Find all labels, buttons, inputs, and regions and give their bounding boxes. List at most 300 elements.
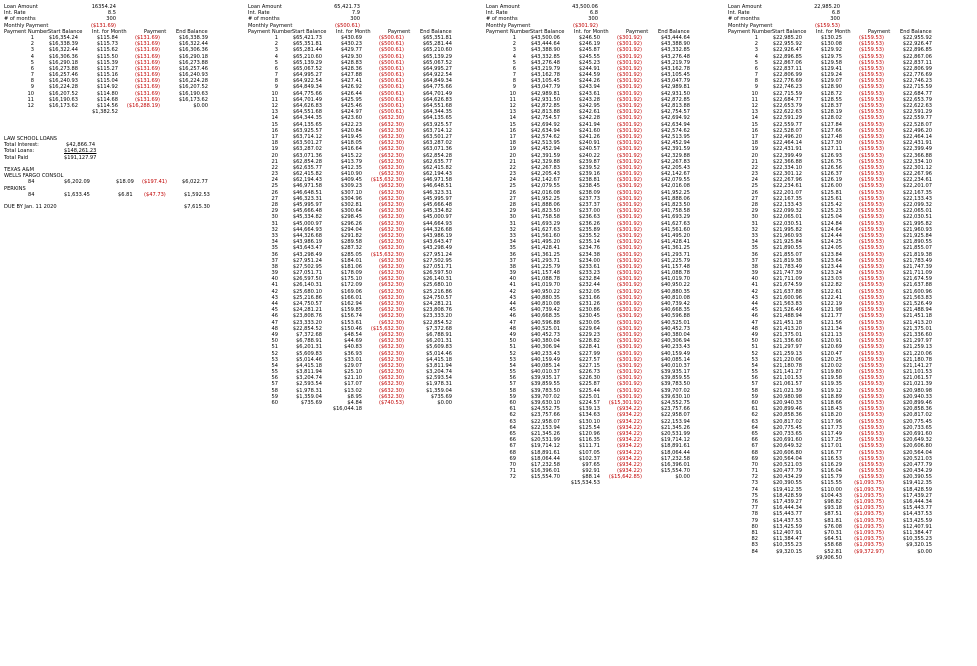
payment-number: 70 [751, 461, 758, 468]
start-balance: $21,375.01 [772, 331, 802, 338]
interest: $302.81 [340, 202, 362, 208]
end-balance: $16,273.88 [178, 59, 208, 66]
payment: ($632.30) [378, 263, 404, 270]
payment-number: 80 [751, 523, 758, 530]
payment: ($632.30) [378, 362, 404, 369]
payment-number: 33 [509, 232, 516, 239]
interest: $245.55 [578, 53, 600, 60]
payment: ($632.30) [378, 239, 404, 246]
interest: $229.23 [578, 331, 600, 338]
end-balance: $18,891.61 [660, 443, 690, 450]
payment: ($632.30) [378, 381, 404, 388]
start-balance: $22,622.63 [772, 109, 802, 116]
payment: ($301.92) [616, 115, 642, 122]
interest: $8.95 [347, 393, 362, 400]
payment-number: 27 [509, 195, 516, 202]
start-balance: $20,733.65 [772, 430, 802, 437]
end-balance: $65,351.81 [422, 34, 452, 41]
payment-number: 40 [509, 276, 516, 283]
interest: $116.35 [578, 437, 600, 444]
interest: $115.27 [96, 65, 118, 72]
payment-number: 2 [30, 41, 34, 48]
interest: $122.61 [820, 288, 842, 295]
end-balance: $20,733.65 [902, 424, 932, 431]
end-balance: $22,958.07 [660, 412, 690, 419]
start-balance: $20,521.03 [772, 461, 802, 468]
payment-number: 26 [509, 189, 516, 196]
end-balance: $21,563.83 [902, 294, 932, 301]
start-balance: $13,425.59 [772, 523, 802, 530]
payment-number: 40 [751, 276, 758, 283]
start-balance: $3,204.74 [296, 375, 322, 382]
start-balance: $64,701.49 [292, 96, 322, 103]
end-balance: $42,205.43 [660, 164, 690, 171]
payment-number: 53 [271, 356, 278, 363]
interest: $88.14 [582, 474, 600, 481]
interest: $425.46 [340, 103, 362, 109]
payment-number: 26 [271, 189, 278, 196]
start-balance: $16,306.36 [48, 53, 78, 60]
start-balance: $22,806.99 [772, 72, 802, 79]
end-balance: $13,425.59 [902, 517, 932, 524]
start-balance: $42,205.43 [530, 171, 560, 178]
interest: $107.05 [578, 449, 600, 456]
payment-number: 75 [751, 492, 758, 499]
end-balance: $14,437.53 [902, 511, 932, 518]
payment-number: 47 [751, 319, 758, 326]
end-balance: $64,995.27 [422, 65, 452, 72]
interest: $228.41 [578, 344, 600, 351]
start-balance: $21,451.18 [772, 319, 802, 326]
end-balance: $16,257.46 [178, 65, 208, 72]
payment-number: 57 [271, 381, 278, 388]
end-balance: $40,810.08 [660, 294, 690, 301]
start-balance: $22,715.59 [772, 90, 802, 97]
payment-number: 17 [509, 133, 516, 140]
rate-label: Int. Rate [248, 10, 270, 17]
payment: ($159.53) [858, 84, 884, 91]
end-balance: $0.00 [675, 474, 690, 481]
payment: ($632.30) [378, 214, 404, 221]
start-balance: $22,926.47 [772, 47, 802, 54]
start-balance: $27,502.95 [292, 263, 322, 270]
payment: ($632.30) [378, 369, 404, 376]
start-balance: $41,758.58 [530, 214, 560, 221]
rate-value: 7.9 [351, 10, 360, 17]
end-balance: $43,276.48 [660, 53, 690, 60]
start-balance: $16,322.44 [48, 47, 78, 54]
end-balance: $20,390.55 [902, 474, 932, 481]
payment-value: ($131.69) [90, 22, 116, 29]
end-balance: $21,674.59 [902, 276, 932, 283]
payment-number: 34 [271, 239, 278, 246]
start-balance: $42,872.85 [530, 103, 560, 109]
interest: $127.66 [820, 127, 842, 134]
start-balance: $43,332.85 [530, 53, 560, 60]
payment: ($15,642.85) [608, 474, 642, 481]
end-balance: $62,194.43 [422, 171, 452, 178]
payment-number: 56 [509, 375, 516, 382]
interest: $115.50 [96, 53, 118, 60]
end-balance: $64,922.54 [422, 72, 452, 79]
start-balance: $41,157.48 [530, 270, 560, 277]
end-balance: $16,207.52 [178, 84, 208, 91]
end-balance: $21,259.13 [902, 344, 932, 351]
payment: ($301.92) [616, 34, 642, 41]
interest: $235.52 [578, 232, 600, 239]
start-balance: $65,139.29 [292, 59, 322, 66]
start-balance: $40,306.94 [530, 344, 560, 351]
start-balance: $22,867.06 [772, 59, 802, 66]
interest: $231.66 [578, 294, 600, 301]
end-balance: $40,380.04 [660, 331, 690, 338]
payment: ($301.92) [616, 301, 642, 307]
column-interest: Int. for Month [336, 28, 371, 35]
start-balance: $16,444.34 [772, 505, 802, 512]
payment-number: 29 [751, 208, 758, 215]
payment-number: 58 [509, 387, 516, 394]
interest: $121.13 [820, 331, 842, 338]
end-balance: $41,627.63 [660, 220, 690, 227]
payment-number: 12 [27, 103, 34, 109]
start-balance: $65,067.52 [292, 65, 322, 72]
payment-number: 21 [271, 158, 278, 165]
start-balance: $27,051.71 [292, 270, 322, 277]
interest: $244.26 [578, 78, 600, 85]
payment: ($740.53) [378, 400, 404, 406]
payment: ($159.53) [858, 325, 884, 332]
months-value: 300 [830, 16, 840, 23]
months-label: # of months [248, 16, 280, 23]
end-balance: $22,806.99 [902, 65, 932, 72]
end-balance: $16,173.62 [178, 96, 208, 103]
end-balance: $10,355.23 [902, 536, 932, 543]
payment-number: 41 [509, 282, 516, 289]
end-balance: $21,451.18 [902, 313, 932, 320]
payment: ($1,093.75) [854, 523, 884, 530]
payment: ($159.53) [858, 65, 884, 72]
end-balance: $40,452.73 [660, 325, 690, 332]
interest: $225.01 [578, 393, 600, 400]
payment-number: 18 [509, 140, 516, 147]
start-balance: $5,609.83 [296, 350, 322, 357]
end-balance: $23,333.20 [422, 313, 452, 320]
interest: $296.26 [340, 220, 362, 227]
start-balance: $21,297.97 [772, 344, 802, 351]
payment-number: 67 [751, 443, 758, 450]
payment: ($301.92) [616, 362, 642, 369]
payment: ($632.30) [378, 171, 404, 178]
payment: ($301.92) [616, 90, 642, 97]
payment-number: 61 [751, 406, 758, 413]
payment-number: 15 [751, 121, 758, 128]
payment-number: 65 [509, 430, 516, 437]
interest: $129.24 [820, 72, 842, 79]
payment: ($16,288.19) [126, 103, 160, 109]
total-interest-row [248, 406, 488, 412]
payment-number: 23 [271, 171, 278, 178]
interest: $115.39 [96, 59, 118, 66]
end-balance: $46,648.51 [422, 183, 452, 190]
interest: $58.68 [824, 542, 842, 549]
loan-amount-value: 43,500.06 [572, 4, 598, 10]
payment-number: 5 [274, 59, 278, 66]
payment: ($159.53) [858, 369, 884, 376]
wells-payment: ($197.41) [142, 179, 168, 186]
payment: ($632.30) [378, 356, 404, 363]
payment-number: 64 [509, 424, 516, 431]
payment: ($159.53) [858, 461, 884, 468]
interest: $120.25 [820, 356, 842, 363]
payment-number: 13 [751, 109, 758, 116]
end-balance: $40,159.49 [660, 350, 690, 357]
interest: $116.77 [820, 449, 842, 456]
start-balance: $40,739.42 [530, 307, 560, 314]
interest: $118.89 [820, 393, 842, 400]
end-balance: $22,559.77 [902, 115, 932, 122]
start-balance: $46,648.51 [292, 189, 322, 196]
payment-number: 74 [751, 486, 758, 493]
end-balance: $64,135.65 [422, 115, 452, 122]
payment: ($159.53) [858, 140, 884, 147]
start-balance: $22,496.20 [772, 133, 802, 140]
payment-number: 41 [271, 282, 278, 289]
end-balance: $40,668.35 [660, 307, 690, 314]
start-balance: $21,526.49 [772, 307, 802, 314]
start-balance: $41,088.78 [530, 276, 560, 283]
total-loans-value: $148,261.23 [64, 148, 97, 155]
payment-number: 20 [751, 152, 758, 159]
start-balance: $22,985.20 [772, 34, 802, 41]
payment: ($301.92) [616, 288, 642, 295]
end-balance: $43,162.78 [660, 65, 690, 72]
interest: $104.43 [820, 492, 842, 499]
start-balance: $23,808.76 [292, 313, 322, 320]
start-balance: $42,452.94 [530, 146, 560, 153]
payment-number: 56 [271, 375, 278, 382]
payment: ($159.53) [858, 288, 884, 295]
months-value: 300 [106, 16, 116, 23]
start-balance: $42,989.81 [530, 90, 560, 97]
loan-block-4 [728, 4, 968, 561]
end-balance: $22,167.35 [902, 189, 932, 196]
payment-number: 38 [751, 263, 758, 270]
interest: $128.02 [820, 115, 842, 122]
start-balance: $40,380.04 [530, 338, 560, 345]
start-balance: $64,775.66 [292, 90, 322, 97]
payment-number: 39 [509, 270, 516, 277]
end-balance: $20,899.46 [902, 400, 932, 406]
end-balance: $65,281.44 [422, 41, 452, 48]
start-balance: $22,234.61 [772, 183, 802, 190]
payment-number: 46 [509, 313, 516, 320]
start-balance: $3,811.94 [296, 369, 322, 376]
payment: ($301.92) [616, 232, 642, 239]
block-total-interest: $16,044.18 [332, 406, 362, 413]
payment: ($632.30) [378, 115, 404, 122]
interest: $232.05 [578, 288, 600, 295]
payment: ($159.53) [858, 307, 884, 314]
payment: ($159.53) [858, 195, 884, 202]
payment: ($500.61) [378, 103, 404, 109]
start-balance: $21,101.53 [772, 375, 802, 382]
interest: $121.34 [820, 325, 842, 332]
payment-number: 58 [271, 387, 278, 394]
interest: $235.89 [578, 226, 600, 233]
start-balance: $14,437.53 [772, 517, 802, 524]
perkins-end: $1,592.53 [184, 191, 210, 198]
payment-number: 15 [509, 121, 516, 128]
payment-number: 2 [754, 41, 758, 48]
payment-number: 9 [754, 84, 758, 91]
interest: $153.61 [340, 319, 362, 326]
texas-am-label: TEXAS A&M [4, 166, 35, 173]
interest: $122.41 [820, 294, 842, 301]
start-balance: $22,684.77 [772, 96, 802, 103]
start-balance: $43,500.06 [530, 34, 560, 41]
end-balance: $17,232.58 [660, 455, 690, 462]
start-balance: $18,428.59 [772, 492, 802, 499]
start-balance: $26,140.31 [292, 282, 322, 289]
interest: $242.95 [578, 103, 600, 109]
end-balance: $24,281.21 [422, 301, 452, 307]
payment-number: 13 [509, 109, 516, 116]
payment-number: 8 [274, 78, 278, 85]
end-balance: $16,240.93 [178, 72, 208, 79]
interest: $246.19 [578, 41, 600, 48]
payment: ($632.30) [378, 288, 404, 295]
perkins-start: $1,633.45 [64, 191, 90, 198]
payment-number: 28 [751, 202, 758, 208]
payment: ($632.30) [378, 133, 404, 140]
start-balance: $2,593.54 [296, 381, 322, 388]
loan-amount-value: 16354.24 [91, 4, 116, 10]
start-balance: $16,338.39 [48, 41, 78, 48]
interest: $120.91 [820, 338, 842, 345]
end-balance: $43,643.47 [422, 239, 452, 246]
payment-number: 6 [754, 65, 758, 72]
interest: $21.10 [344, 375, 362, 382]
interest: $226.73 [578, 369, 600, 376]
interest: $120.69 [820, 344, 842, 351]
interest: $126.00 [820, 183, 842, 190]
start-balance: $39,935.17 [530, 375, 560, 382]
end-balance: $40,010.37 [660, 362, 690, 369]
start-balance: $63,925.57 [292, 127, 322, 134]
payment: ($159.53) [858, 115, 884, 122]
payment: ($301.92) [616, 276, 642, 283]
payment-number: 36 [751, 251, 758, 258]
payment: ($159.53) [858, 53, 884, 60]
payment: ($632.30) [378, 282, 404, 289]
end-balance: $2,593.54 [426, 375, 452, 382]
end-balance: $16,338.39 [178, 34, 208, 41]
payment: ($301.92) [616, 263, 642, 270]
payment-number: 30 [751, 214, 758, 221]
payment-number: 5 [512, 59, 516, 66]
end-balance: $42,872.85 [660, 96, 690, 103]
payment: ($1,093.75) [854, 517, 884, 524]
payment: ($301.92) [616, 53, 642, 60]
payment: ($159.53) [858, 232, 884, 239]
payment: ($159.53) [858, 375, 884, 382]
interest: $129.75 [820, 53, 842, 60]
end-balance: $42,079.55 [660, 177, 690, 184]
interest: $426.44 [340, 90, 362, 97]
payment-number: 48 [509, 325, 516, 332]
start-balance: $44,326.68 [292, 232, 322, 239]
start-balance: $735.69 [300, 400, 322, 406]
end-balance: $5,014.46 [426, 350, 452, 357]
payment-number: 54 [271, 362, 278, 369]
payment-number: 34 [751, 239, 758, 246]
block-total-interest: $9,906.50 [816, 554, 842, 561]
interest: $427.41 [340, 78, 362, 85]
wells-end: $6,022.77 [182, 179, 208, 186]
payment-number: 47 [271, 319, 278, 326]
end-balance: $21,413.20 [902, 319, 932, 326]
end-balance: $22,591.29 [902, 109, 932, 116]
end-balance: $40,306.94 [660, 338, 690, 345]
payment: ($632.30) [378, 313, 404, 320]
payment: ($301.92) [616, 294, 642, 301]
end-balance: $40,739.42 [660, 301, 690, 307]
payment: ($632.30) [378, 387, 404, 394]
interest: $227.57 [578, 356, 600, 363]
payment-number: 49 [271, 331, 278, 338]
payment: ($500.61) [378, 90, 404, 97]
end-balance: $21,336.60 [902, 331, 932, 338]
payment: ($131.69) [134, 41, 160, 48]
rate-value: 8.5 [107, 10, 116, 17]
start-balance: $21,021.39 [772, 387, 802, 394]
start-balance: $1,978.31 [296, 387, 322, 394]
payment: ($159.53) [858, 220, 884, 227]
start-balance: $20,980.98 [772, 393, 802, 400]
end-balance: $22,528.07 [902, 121, 932, 128]
column-payment-number: Payment Number [728, 28, 773, 35]
interest: $121.98 [820, 307, 842, 314]
end-balance: $20,564.04 [902, 449, 932, 456]
total-paid-value: $191,127.97 [64, 154, 97, 161]
perkins-payment: ($47.73) [144, 191, 166, 198]
start-balance: $6,201.31 [296, 344, 322, 351]
payment: ($934.22) [616, 443, 642, 450]
start-balance: $41,693.29 [530, 220, 560, 227]
start-balance: $64,626.83 [292, 103, 322, 109]
payment-number: 8 [754, 78, 758, 85]
payment: ($301.92) [616, 152, 642, 159]
column-payment-col: Payment [626, 28, 649, 35]
payment: ($500.61) [378, 65, 404, 72]
payment: ($632.30) [378, 232, 404, 239]
payment: ($301.92) [616, 387, 642, 394]
end-balance: $26,140.31 [422, 276, 452, 283]
end-balance: $21,600.96 [902, 288, 932, 295]
payment-number: 81 [751, 529, 758, 536]
interest: $243.94 [578, 84, 600, 91]
end-balance: $39,859.55 [660, 375, 690, 382]
payment: ($301.92) [616, 313, 642, 320]
end-balance: $22,399.49 [902, 146, 932, 153]
end-balance: $42,989.81 [660, 84, 690, 91]
payment-number: 14 [751, 115, 758, 122]
end-balance: $22,715.59 [902, 84, 932, 91]
payment-number: 11 [751, 96, 758, 103]
end-balance: $64,551.68 [422, 103, 452, 109]
interest: $92.91 [582, 468, 600, 475]
end-balance: $20,858.36 [902, 406, 932, 413]
